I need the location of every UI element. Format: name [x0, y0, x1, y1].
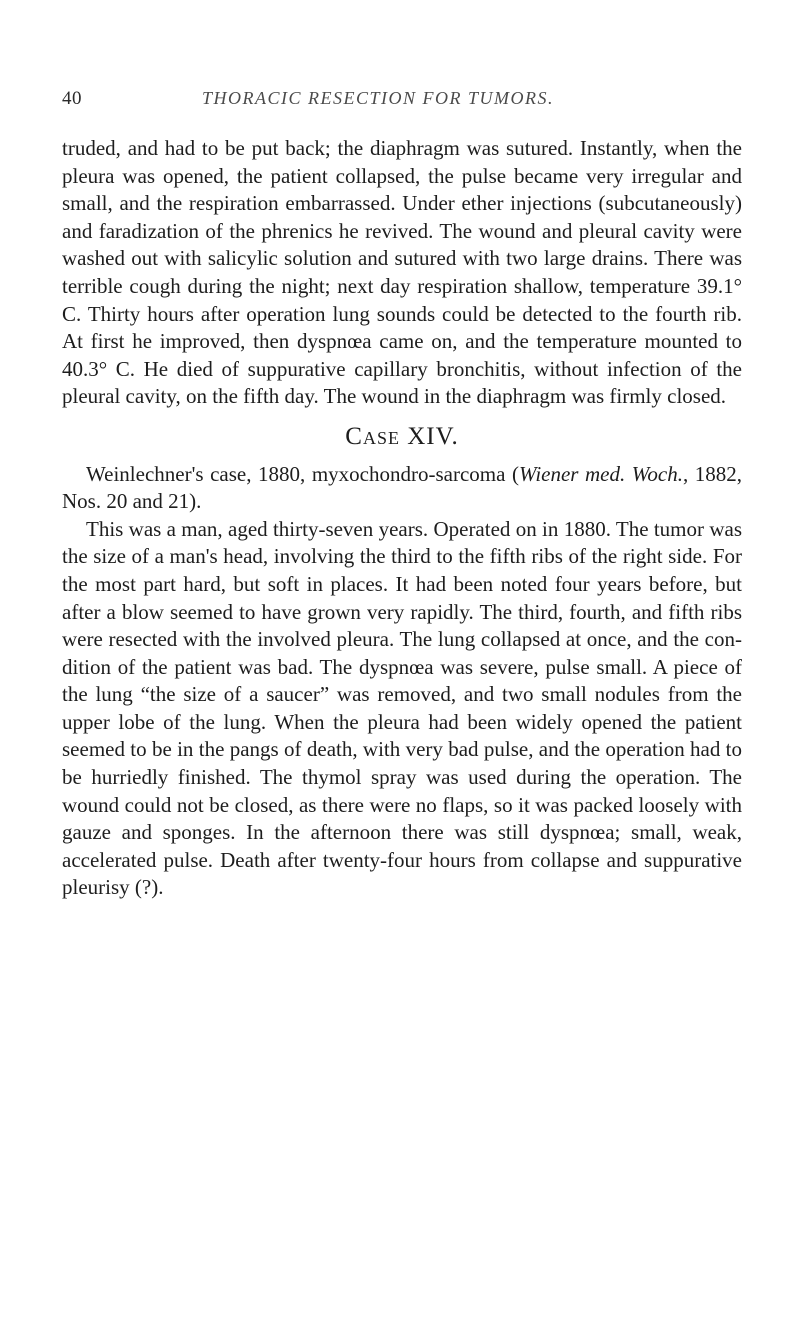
case-citation — [62, 461, 742, 516]
journal-title: Wiener med. Woch. — [518, 461, 683, 486]
body-text — [62, 135, 742, 902]
running-head — [62, 88, 739, 118]
running-title: THORACIC RESECTION FOR TUMORS. — [202, 88, 554, 108]
case-heading: Case XIV. — [345, 422, 459, 450]
paragraph-continuation: truded, and had to be put back; the diaphragm was sutured. Instantly, when the pleura was opened, the patient collapsed, the pulse became very irregular and small, and the respiration embarrassed. Under ether injections (subcutaneously) and faradization of the phrenics he revived. The wound and pleural cavity were washed out with salicylic solution and sutured with two large drains. There was terrible cough during the night; next day respiration shallow, temperature 39.1° C. Thirty hours after operation lung sounds could be detected to the fourth rib. At first he improved, then dyspnœa came on, and the temperature mounted to 40.3° C. He died of suppurative capillary bronchitis, without infection of the pleural cavity, on the fifth day. The wound in the diaphragm was firmly closed. — [62, 136, 742, 409]
citation-details: , 1882, Nos. 20 and 21). — [62, 461, 743, 514]
citation-text: Weinlechner's case, 1880, myxochondro-sarcoma ( — [86, 461, 519, 486]
case-description: This was a man, aged thirty-seven years. Operated on in 1880. The tumor was the size of a man's head, involving the third to the fifth ribs of the right side. For the most part hard, but soft in places. It had been noted four years before, but after a blow seemed to have grown very rapidly. The third, fourth, and fifth ribs were resected with the involved pleura. The lung collapsed at once, and the condition of the patient was bad. The dyspnœa was severe, pulse small. A piece of the lung “the size of a saucer” was removed, and two small nodules from the upper lobe of the lung. When the pleura had been widely opened the patient seemed to be in the pangs of death, with very bad pulse, and the operation had to be hurriedly finished. The thymol spray was used during the operation. The wound could not be closed, as there were no flaps, so it was packed loosely with gauze and sponges. In the afternoon there was still dyspnœa; small, weak, accelerated pulse. Death after twenty-four hours from collapse and suppurative pleurisy (?). — [62, 516, 742, 900]
page-number: 40 — [62, 88, 82, 109]
